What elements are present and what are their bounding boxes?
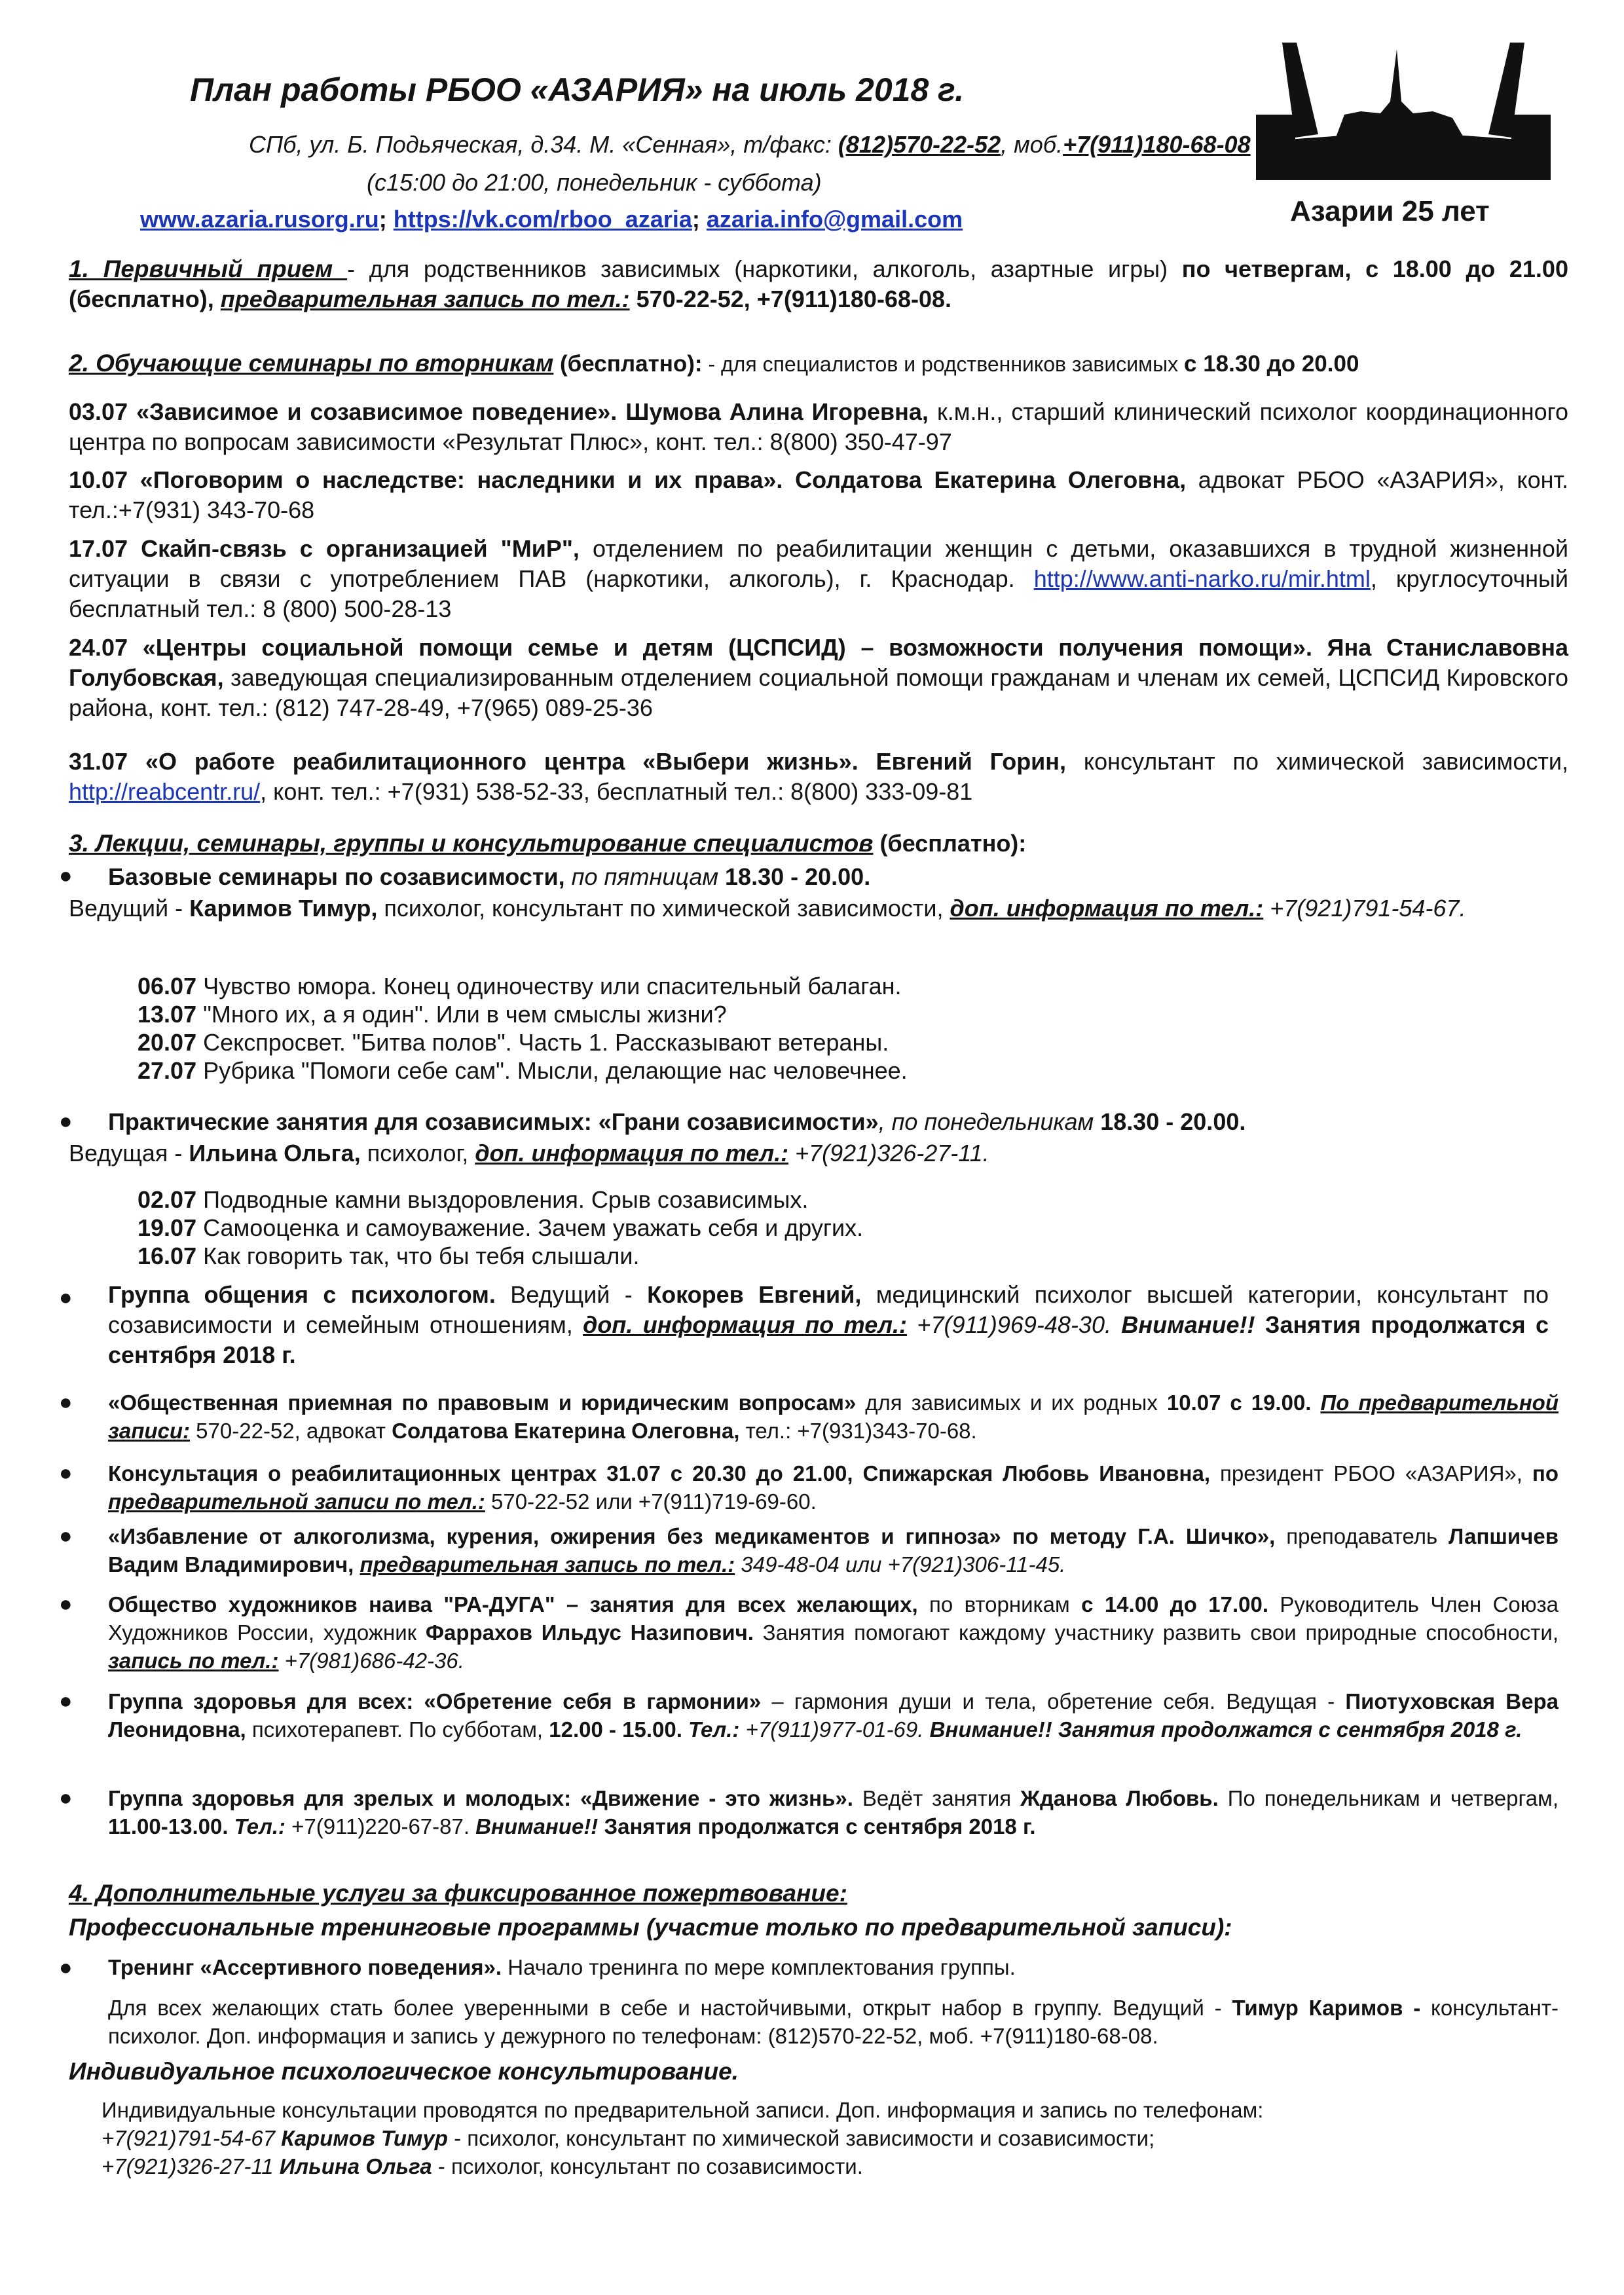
item-date: 02.07 bbox=[138, 1186, 197, 1213]
list-item bbox=[138, 1184, 1624, 1216]
vk-link[interactable]: https://vk.com/rboo_azaria bbox=[393, 206, 692, 233]
list-title: Консультация о реабилитационных центрах 31.07 с 20.30 до 21.00, Спижарская Любовь Ивановна, bbox=[108, 1461, 1211, 1485]
item-date: 13.07 bbox=[138, 1001, 197, 1028]
seminar-link[interactable]: http://www.anti-narko.ru/mir.html bbox=[1033, 565, 1371, 592]
lead-phone: +7(921)791-54-67. bbox=[1263, 895, 1466, 922]
heading-free: (бесплатно): bbox=[553, 351, 703, 377]
separator: ; bbox=[378, 206, 394, 233]
list-title: «Общественная приемная по правовым и юридическим вопросам» bbox=[108, 1390, 857, 1415]
page-title: План работы РБОО «АЗАРИЯ» на июль 2018 г. bbox=[190, 71, 965, 108]
attention-label: Внимание!! bbox=[1111, 1311, 1255, 1338]
list-time: 18.30 - 20.00. bbox=[725, 863, 871, 890]
health-group-harmony bbox=[108, 1687, 1559, 1744]
lead-label: Ведущий - bbox=[69, 895, 190, 922]
booking-label: По предварительной записи: bbox=[108, 1390, 1559, 1443]
list-title: «Избавление от алкоголизма, курения, ожирения без медикаментов и гипноза» по методу Г.А. Шичко», bbox=[108, 1524, 1276, 1548]
item-text-bold: по bbox=[1532, 1461, 1559, 1485]
item-topic: Рубрика "Помоги себе сам". Мысли, делающие нас человечнее. bbox=[196, 1057, 908, 1084]
item-topic: "Много их, а я один". Или в чем смыслы жизни? bbox=[196, 1001, 727, 1028]
lead-name: Ильина Ольга, bbox=[189, 1140, 361, 1166]
drawbridge-logo bbox=[1256, 36, 1551, 180]
attention-label: Внимание!! bbox=[470, 1814, 599, 1838]
bullet-icon: ● bbox=[59, 1955, 73, 1980]
lead-name: Каримов Тимур, bbox=[189, 895, 378, 922]
item-text: Для всех желающих стать более уверенными в себе и настойчивыми, открыт набор в группу. Ведущий - bbox=[108, 1996, 1232, 2020]
email-link[interactable]: azaria.info@gmail.com bbox=[706, 206, 963, 233]
seminar-details: заведующая специализированным отделением социальной помощи гражданам и членам их семей, ЦСПСИД Кировского района, конт. тел.: (812) 747-28-49, +7(965) 089-25-36 bbox=[69, 664, 1568, 721]
item-text: – гармония души и тела, обретение себя. Ведущая - bbox=[761, 1689, 1346, 1713]
lead-name: Кокорев Евгений, bbox=[647, 1281, 862, 1308]
subheading: Профессиональные тренинговые программы (участие только по предварительной записи): bbox=[69, 1914, 1232, 1941]
list-item bbox=[138, 1027, 1624, 1058]
attention-text: Занятия продолжатся с сентября 2018 г. bbox=[108, 1311, 1549, 1368]
seminar-link[interactable]: http://reabcentr.ru/ bbox=[69, 778, 261, 805]
bullet-icon: ● bbox=[59, 1785, 73, 1810]
booking-label: предварительной записи по тел.: bbox=[108, 1489, 485, 1514]
phone-landline: (812)570-22-52 bbox=[838, 131, 1001, 158]
practice-title bbox=[108, 1107, 1549, 1137]
individual-subheading bbox=[69, 2057, 1568, 2087]
address-text: СПб, ул. Б. Подьяческая, д.34. М. «Сенная», т/факс: bbox=[249, 131, 838, 158]
trainings-subheading bbox=[69, 1912, 1568, 1943]
list-title: Базовые семинары по созависимости, bbox=[108, 863, 565, 890]
info-label: доп. информация по тел.: bbox=[475, 1140, 789, 1166]
lead-role: психолог, bbox=[360, 1140, 475, 1166]
attention-text: Внимание!! Занятия продолжатся с сентября 2018 г. bbox=[923, 1717, 1522, 1742]
item-text: Начало тренинга по мере комплектования группы. bbox=[502, 1955, 1016, 1979]
contact-links bbox=[140, 206, 963, 233]
item-time: с 14.00 до 17.00. bbox=[1081, 1592, 1269, 1616]
list-item bbox=[138, 1241, 1624, 1272]
item-topic: Как говорить так, что бы тебя слышали. bbox=[196, 1242, 640, 1269]
bullet-icon: ● bbox=[59, 863, 73, 888]
section-heading: 1. Первичный прием bbox=[69, 255, 348, 282]
section-text-bold: по четвергам, с 18.00 до 21.00 (бесплатно), bbox=[69, 255, 1568, 312]
legal-reception bbox=[108, 1389, 1559, 1445]
bullet-icon: ● bbox=[59, 1390, 73, 1415]
section-3-heading bbox=[69, 829, 1568, 859]
individual-info: Индивидуальные консультации проводятся по предварительной записи. Доп. информация и запись по телефонам: bbox=[101, 2098, 1264, 2122]
item-phone: 349-48-04 или +7(921)306-11-45. bbox=[735, 1552, 1066, 1577]
item-text: Руководитель Член Союза Художников России, художник bbox=[108, 1592, 1559, 1645]
list-when: , по понедельникам bbox=[878, 1108, 1101, 1135]
bullet-icon: ● bbox=[59, 1592, 73, 1616]
item-text: Занятия помогают каждому участнику развить свои природные способности, bbox=[753, 1620, 1559, 1645]
info-label: доп. информация по тел.: bbox=[583, 1311, 908, 1338]
list-title: Группа общения с психологом. bbox=[108, 1281, 496, 1308]
item-phone: +7(981)686-42-36. bbox=[278, 1649, 464, 1673]
base-seminars-lead bbox=[69, 893, 1568, 924]
lead-label: Ведущий - bbox=[495, 1281, 648, 1308]
contact-name: Каримов Тимур bbox=[275, 2126, 448, 2150]
item-topic: Подводные камни выздоровления. Срыв созависимых. bbox=[196, 1186, 809, 1213]
item-text: президент РБОО «АЗАРИЯ», bbox=[1210, 1461, 1532, 1485]
lead-name: Лапшичев Вадим Владимирович, bbox=[108, 1524, 1559, 1577]
item-text: Ведёт занятия bbox=[853, 1786, 1021, 1810]
item-text: преподаватель bbox=[1275, 1524, 1449, 1548]
item-date: 06.07 bbox=[138, 973, 197, 999]
bullet-icon: ● bbox=[59, 1523, 73, 1548]
lead-name: Солдатова Екатерина Олеговна, bbox=[392, 1419, 740, 1443]
section-1 bbox=[69, 254, 1568, 314]
item-topic: Самооценка и самоуважение. Зачем уважать себя и других. bbox=[196, 1214, 864, 1241]
section-heading: 4. Дополнительные услуги за фиксированное пожертвование: bbox=[69, 1880, 847, 1907]
separator: ; bbox=[692, 206, 707, 233]
phone-label: Тел.: bbox=[682, 1717, 740, 1742]
item-phone: +7(911)220-67-87. bbox=[286, 1814, 470, 1838]
seminar-item bbox=[69, 397, 1568, 457]
seminar-details-tail: , конт. тел.: +7(931) 538-52-33, бесплатный тел.: 8(800) 333-09-81 bbox=[260, 778, 973, 805]
lead-phone: +7(911)969-48-30. bbox=[907, 1311, 1111, 1338]
booking-label: предварительная запись по тел.: bbox=[360, 1552, 735, 1577]
booking-label: запись по тел.: bbox=[108, 1649, 279, 1673]
section-4-heading bbox=[69, 1878, 1568, 1909]
seminar-details: адвокат РБОО «АЗАРИЯ», конт. тел.:+7(931) 343-70-68 bbox=[69, 466, 1568, 523]
item-topic: Чувство юмора. Конец одиночеству или спасительный балаган. bbox=[196, 973, 902, 999]
contact-phone: +7(921)791-54-67 bbox=[101, 2126, 276, 2150]
lead-role: психолог, консультант по химической зависимости, bbox=[377, 895, 950, 922]
seminar-details: консультант по химической зависимости, bbox=[1066, 748, 1568, 775]
item-text: 570-22-52, адвокат bbox=[190, 1419, 392, 1443]
section-phones: 570-22-52, +7(911)180-68-08. bbox=[629, 286, 952, 312]
list-item bbox=[138, 999, 1624, 1030]
section-heading: 2. Обучающие семинары по вторникам bbox=[69, 350, 554, 377]
opening-hours: (с15:00 до 21:00, понедельник - суббота) bbox=[367, 169, 822, 196]
seminar-details-tail: , круглосуточный бесплатный тел.: 8 (800) 500-28-13 bbox=[69, 565, 1569, 622]
lead-name: Жданова Любовь. bbox=[1020, 1786, 1219, 1810]
assertive-training-details bbox=[108, 1994, 1559, 2050]
lead-name: Фаррахов Ильдус Назипович. bbox=[425, 1620, 754, 1645]
lead-label: Ведущая - bbox=[69, 1140, 189, 1166]
item-text: психотерапевт. По субботам, bbox=[246, 1717, 549, 1742]
heading-free: (бесплатно): bbox=[873, 830, 1027, 857]
item-text: консультант-психолог. Доп. информация и запись у дежурного по телефонам: (812)570-22-52, моб. +7(911)180-68-08. bbox=[108, 1996, 1559, 2048]
individual-contact bbox=[101, 2152, 1601, 2180]
contact-role: - психолог, консультант по созависимости. bbox=[432, 2154, 863, 2178]
seminar-details: отделением по реабилитации женщин с детьми, оказавшихся в трудной жизненной ситуации в связи с употреблением ПАВ (наркотики, алкоголь), г. Краснодар. bbox=[69, 535, 1568, 592]
art-society bbox=[108, 1590, 1559, 1675]
list-title: Группа здоровья для зрелых и молодых: «Движение - это жизнь». bbox=[108, 1786, 853, 1810]
booking-label: предварительная запись по тел.: bbox=[220, 286, 630, 312]
item-phone: +7(911)977-01-69. bbox=[739, 1717, 924, 1742]
lead-role: медицинский психолог высшей категории, консультант по созависимости и семейным отношениям, bbox=[108, 1281, 1549, 1338]
health-group-movement bbox=[108, 1784, 1559, 1840]
list-title: Группа здоровья для всех: «Обретение себя в гармонии» bbox=[108, 1689, 762, 1713]
item-date: 20.07 bbox=[138, 1029, 197, 1056]
seminar-item bbox=[69, 633, 1568, 723]
list-item bbox=[138, 1055, 1624, 1087]
seminar-title: 31.07 «О работе реабилитационного центра «Выбери жизнь». Евгений Горин, bbox=[69, 748, 1067, 775]
practice-lead bbox=[69, 1138, 1568, 1168]
contact-phone: +7(921)326-27-11 bbox=[101, 2154, 274, 2178]
item-date: 16.07 bbox=[138, 1242, 197, 1269]
contact-name: Ильина Ольга bbox=[273, 2154, 432, 2178]
item-text: для зависимых и их родных bbox=[856, 1390, 1167, 1415]
list-title: Общество художников наива "РА-ДУГА" – занятия для всех желающих, bbox=[108, 1592, 918, 1616]
item-time: 12.00 - 15.00. bbox=[549, 1717, 682, 1742]
psych-group bbox=[108, 1280, 1549, 1370]
lead-phone: +7(921)326-27-11. bbox=[788, 1140, 989, 1166]
item-date: 19.07 bbox=[138, 1214, 197, 1241]
heading-time: с 18.30 до 20.00 bbox=[1184, 351, 1359, 377]
bullet-icon: ● bbox=[59, 1285, 73, 1310]
item-time: 11.00-13.00. bbox=[108, 1814, 229, 1838]
phone-label: Тел.: bbox=[228, 1814, 286, 1838]
seminar-item bbox=[69, 465, 1568, 525]
lead-name: Тимур Каримов - bbox=[1232, 1996, 1421, 2020]
item-phone: 570-22-52 или +7(911)719-69-60. bbox=[485, 1489, 817, 1514]
item-topic: Секспросвет. "Битва полов". Часть 1. Рассказывают ветераны. bbox=[196, 1029, 889, 1056]
list-when: по пятницам bbox=[564, 863, 726, 890]
bullet-icon: ● bbox=[59, 1461, 73, 1485]
item-date: 27.07 bbox=[138, 1057, 197, 1084]
list-item bbox=[138, 971, 1624, 1002]
subheading: Индивидуальное психологическое консультирование. bbox=[69, 2058, 739, 2085]
info-label: доп. информация по тел.: bbox=[950, 895, 1264, 922]
seminar-title: 03.07 «Зависимое и созависимое поведение». Шумова Алина Игоревна, bbox=[69, 398, 929, 425]
seminar-item bbox=[69, 747, 1568, 807]
section-2-heading bbox=[69, 348, 1568, 379]
item-phone: тел.: +7(931)343-70-68. bbox=[739, 1419, 977, 1443]
address-mid: , моб. bbox=[1001, 131, 1063, 158]
item-time: 10.07 с 19.00. bbox=[1166, 1390, 1321, 1415]
list-title: Тренинг «Ассертивного поведения». bbox=[108, 1955, 502, 1979]
assertive-training bbox=[108, 1953, 1549, 1981]
list-title: Практические занятия для созависимых: «Грани созависимости» bbox=[108, 1108, 879, 1135]
seminar-details: к.м.н., старший клинический психолог координационного центра по вопросам зависимости «Результат Плюс», конт. тел.: 8(800) 350-47-97 bbox=[69, 398, 1568, 455]
list-time: 18.30 - 20.00. bbox=[1100, 1108, 1246, 1135]
seminar-title: 17.07 Скайп-связь с организацией "МиР", bbox=[69, 535, 580, 562]
seminar-item bbox=[69, 534, 1568, 624]
heading-audience: - для специалистов и родственников зависимых bbox=[702, 352, 1185, 376]
attention-text: Занятия продолжатся с сентября 2018 г. bbox=[598, 1814, 1036, 1838]
shichko-method bbox=[108, 1522, 1559, 1578]
item-text: по вторникам bbox=[917, 1592, 1082, 1616]
website-link[interactable]: www.azaria.rusorg.ru bbox=[140, 206, 379, 233]
seminar-title: 10.07 «Поговорим о наследстве: наследники и их права». Солдатова Екатерина Олеговна, bbox=[69, 466, 1187, 493]
item-text: По понедельникам и четвергам, bbox=[1218, 1786, 1559, 1810]
lead-name: Пиотуховская Вера Леонидовна, bbox=[108, 1689, 1559, 1742]
rehab-consultation bbox=[108, 1459, 1559, 1516]
individual-contact bbox=[101, 2124, 1601, 2152]
phone-mobile: +7(911)180-68-08 bbox=[1063, 131, 1251, 158]
contact-role: - психолог, консультант по химической зависимости и созависимости; bbox=[447, 2126, 1155, 2150]
seminar-title: 24.07 «Центры социальной помощи семье и детям (ЦСПСИД) – возможности получения помощи». Яна Станиславовна Голубовская, bbox=[69, 634, 1568, 691]
address-line bbox=[249, 131, 1251, 159]
logo-caption: Азарии 25 лет bbox=[1290, 195, 1490, 227]
section-heading: 3. Лекции, семинары, группы и консультирование специалистов bbox=[69, 830, 874, 857]
section-text: - для родственников зависимых (наркотики, алкоголь, азартные игры) bbox=[347, 255, 1182, 282]
bullet-icon: ● bbox=[59, 1109, 73, 1134]
base-seminars-title bbox=[108, 862, 1549, 892]
list-item bbox=[138, 1212, 1624, 1244]
bullet-icon: ● bbox=[59, 1689, 73, 1713]
